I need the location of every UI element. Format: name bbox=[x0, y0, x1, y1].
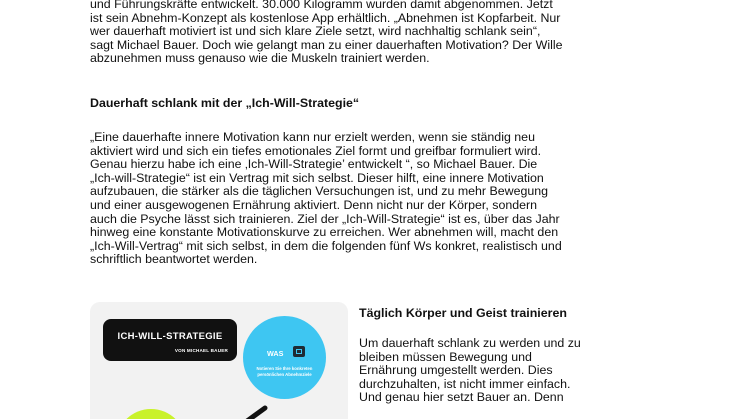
paragraph-line: Um dauerhaft schlank zu werden und zu bbox=[359, 336, 581, 350]
intro-line: abzunehmen muss genauso wie die Muskeln trainiert werden. bbox=[90, 51, 430, 66]
intro-line: sagt Michael Bauer. Doch wie gelangt man zu einer dauerhaften Motivation? Der Wille bbox=[90, 37, 563, 52]
paragraph-line: Genau hierzu habe ich eine ‚Ich-Will-Strategie’ entwickelt “, so Michael Bauer. Die bbox=[90, 157, 538, 172]
infographic-title: ICH-WILL-STRATEGIE bbox=[117, 331, 223, 342]
intro-line: ist sein Abnehm-Konzept als kostenlose App erhältlich. „Abnehmen ist Kopfarbeit. Nur bbox=[90, 10, 561, 25]
paragraph-line: auch die Psyche lässt sich trainieren. Ziel der „Ich-Will-Strategie“ ist es, über das Jahr bbox=[90, 211, 560, 226]
intro-line: wer dauerhaft motiviert ist und sich klare Ziele setzt, wird nachhaltig schlank sein“, bbox=[90, 24, 541, 39]
section-heading: Täglich Körper und Geist trainieren bbox=[359, 306, 567, 320]
intro-paragraph bbox=[90, 0, 650, 66]
ich-will-strategie-infographic bbox=[90, 302, 348, 419]
paragraph-line: bleiben müssen Bewegung und bbox=[359, 349, 532, 364]
intro-line: und Führungskräfte entwickelt. 30.000 Kilogramm wurden damit abgenommen. Jetzt bbox=[90, 0, 553, 11]
paragraph-line: hinweg eine konstante Motivationskurve zu erreichen. Wer abnehmen will, macht den bbox=[90, 225, 559, 240]
paragraph-line: „Ich-will-Strategie“ ist ein Vertrag mit sich selbst. Dieser hilft, eine innere Motivation bbox=[90, 170, 544, 185]
paragraph-line: aktiviert wird und sich ein tiefes emotionales Ziel formt und greifbar formuliert wird. bbox=[90, 143, 542, 158]
paragraph-line: aufzubauen, die stärker als die täglichen Versuchungen ist, und zu mehr Bewegung bbox=[90, 184, 549, 199]
section-paragraph bbox=[359, 337, 659, 405]
infographic-subtitle: VON MICHAEL BAUER bbox=[174, 348, 228, 353]
bubble-text: Notieren Sie Ihre konkreten persönlichen Abnehmziele bbox=[256, 366, 313, 377]
paragraph-line: Und genau hier setzt Bauer an. Denn bbox=[359, 390, 564, 405]
bubble-label: WAS bbox=[267, 349, 284, 358]
paragraph-line: „Ich-Will-Vertrag“ mit sich selbst, in dem die folgenden fünf Ws konkret, realistisch und bbox=[90, 238, 562, 253]
paragraph-line: und einer ausgewogenen Ernährung aktiviert. Denn nicht nur der Körper, sondern bbox=[90, 197, 538, 212]
section-heading: Dauerhaft schlank mit der „Ich-Will-Strategie“ bbox=[90, 96, 360, 110]
was-bubble bbox=[243, 316, 326, 399]
paragraph-line: durchzuhalten, ist nicht immer einfach. bbox=[359, 376, 571, 391]
paragraph-line: schriftlich beantwortet werden. bbox=[90, 252, 258, 267]
paragraph-line: „Eine dauerhafte innere Motivation kann nur erzielt werden, wenn sie ständig neu bbox=[90, 130, 535, 144]
notepad-icon bbox=[293, 346, 305, 357]
paragraph-line: Ernährung umgestellt werden. Dies bbox=[359, 363, 553, 378]
section-paragraph bbox=[90, 131, 650, 267]
